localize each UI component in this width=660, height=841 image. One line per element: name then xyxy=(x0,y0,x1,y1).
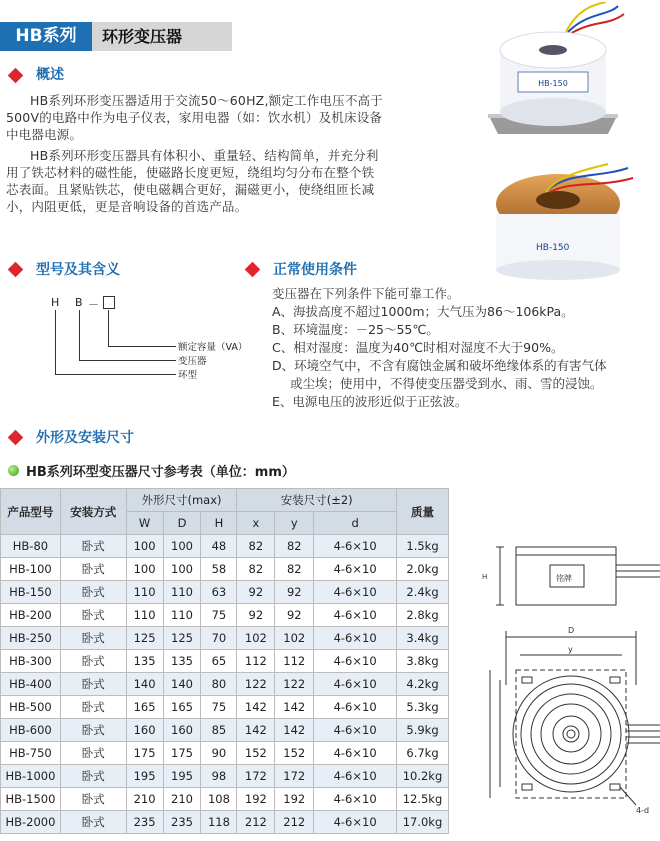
section-bullet-icon xyxy=(245,262,261,278)
table-cell: 85 xyxy=(201,719,237,742)
table-cell: 10.2kg xyxy=(397,765,449,788)
table-cell: HB-100 xyxy=(1,558,61,581)
code-dash: － xyxy=(88,298,99,311)
header-d: D xyxy=(163,512,201,535)
table-row xyxy=(1,650,449,673)
table-row xyxy=(1,581,449,604)
table-cell: 125 xyxy=(126,627,163,650)
table-cell: 6.7kg xyxy=(397,742,449,765)
table-cell: 65 xyxy=(201,650,237,673)
table-cell: 192 xyxy=(275,788,314,811)
table-cell: 100 xyxy=(163,558,201,581)
table-cell: 80 xyxy=(201,673,237,696)
section-bullet-icon xyxy=(8,68,24,84)
table-cell: 4-6×10 xyxy=(314,627,397,650)
table-cell: 235 xyxy=(163,811,201,834)
table-cell: 1.5kg xyxy=(397,535,449,558)
overview-line: HB系列环形变压器适用于交流50～60HZ,额定工作电压不高于 xyxy=(30,93,383,108)
table-cell: 58 xyxy=(201,558,237,581)
table-cell: 4-6×10 xyxy=(314,650,397,673)
table-cell: 卧式 xyxy=(60,788,126,811)
table-cell: 212 xyxy=(237,811,275,834)
table-cell: 75 xyxy=(201,604,237,627)
table-cell: 142 xyxy=(237,719,275,742)
table-cell: 112 xyxy=(275,650,314,673)
dim-d-label: D xyxy=(568,626,575,635)
table-cell: HB-600 xyxy=(1,719,61,742)
table-title: HB系列环型变压器尺寸参考表（单位：mm） xyxy=(26,465,295,480)
dim-y-label: y xyxy=(568,645,573,654)
table-cell: 172 xyxy=(275,765,314,788)
table-cell: 175 xyxy=(126,742,163,765)
table-row xyxy=(1,719,449,742)
table-cell: 卧式 xyxy=(60,650,126,673)
table-cell: 112 xyxy=(237,650,275,673)
table-cell: 82 xyxy=(237,558,275,581)
section-bullet-icon xyxy=(8,262,24,278)
table-cell: 4-6×10 xyxy=(314,673,397,696)
table-cell: 4.2kg xyxy=(397,673,449,696)
header-w: W xyxy=(126,512,163,535)
table-cell: 卧式 xyxy=(60,811,126,834)
table-cell: 110 xyxy=(163,581,201,604)
capacity-box xyxy=(103,296,115,309)
model-label: 额定容量（VA） xyxy=(178,342,248,353)
conditions-title: 正常使用条件 xyxy=(273,262,357,278)
table-cell: HB-1000 xyxy=(1,765,61,788)
header-y: y xyxy=(275,512,314,535)
series-label: HB系列 xyxy=(0,22,92,51)
table-cell: 4-6×10 xyxy=(314,604,397,627)
overview-line: 小，内阻更低，更是音响设备的首选产品。 xyxy=(6,199,248,214)
table-cell: 175 xyxy=(163,742,201,765)
overview-line: HB系列环形变压器具有体积小、重量轻、结构简单，并充分利 xyxy=(30,148,379,163)
table-cell: 4-6×10 xyxy=(314,765,397,788)
plate-label: 铭牌 xyxy=(556,574,572,583)
table-cell: 92 xyxy=(275,604,314,627)
table-row xyxy=(1,604,449,627)
table-cell: 卧式 xyxy=(60,673,126,696)
table-cell: HB-2000 xyxy=(1,811,61,834)
overview-line: 用了铁芯材料的磁性能，使磁路长度更短，绕组均匀分布在整个铁 xyxy=(6,165,375,180)
table-cell: 165 xyxy=(163,696,201,719)
table-cell: 4-6×10 xyxy=(314,742,397,765)
table-cell: HB-250 xyxy=(1,627,61,650)
table-cell: 4-6×10 xyxy=(314,811,397,834)
table-cell: 140 xyxy=(126,673,163,696)
table-cell: 160 xyxy=(163,719,201,742)
table-row xyxy=(1,535,449,558)
table-cell: 172 xyxy=(237,765,275,788)
table-cell: 100 xyxy=(163,535,201,558)
table-cell: 3.8kg xyxy=(397,650,449,673)
table-cell: 卧式 xyxy=(60,696,126,719)
condition-line: A、海拔高度不超过1000m；大气压为86～106kPa。 xyxy=(272,304,574,319)
table-cell: 118 xyxy=(201,811,237,834)
table-cell: 70 xyxy=(201,627,237,650)
table-row xyxy=(1,673,449,696)
table-cell: 235 xyxy=(126,811,163,834)
table-cell: 63 xyxy=(201,581,237,604)
table-cell: HB-750 xyxy=(1,742,61,765)
table-cell: 100 xyxy=(126,558,163,581)
table-row xyxy=(1,696,449,719)
table-cell: 140 xyxy=(163,673,201,696)
spec-table xyxy=(0,488,449,834)
table-cell: HB-500 xyxy=(1,696,61,719)
table-cell: 135 xyxy=(163,650,201,673)
header-install: 安装尺寸(±2) xyxy=(237,489,397,512)
overview-line: 中电器电源。 xyxy=(6,127,83,142)
photo-label: HB-150 xyxy=(536,243,570,253)
table-cell: 210 xyxy=(126,788,163,811)
table-cell: 90 xyxy=(201,742,237,765)
table-cell: HB-150 xyxy=(1,581,61,604)
header-h: H xyxy=(201,512,237,535)
table-cell: 4-6×10 xyxy=(314,581,397,604)
table-cell: 135 xyxy=(126,650,163,673)
table-cell: 110 xyxy=(126,581,163,604)
table-cell: 195 xyxy=(126,765,163,788)
table-cell: 212 xyxy=(275,811,314,834)
dim-h-label: H xyxy=(482,573,488,581)
table-cell: 122 xyxy=(275,673,314,696)
table-cell: HB-1500 xyxy=(1,788,61,811)
table-cell: 卧式 xyxy=(60,535,126,558)
model-title: 型号及其含义 xyxy=(36,262,120,278)
table-cell: 142 xyxy=(275,719,314,742)
table-cell: 92 xyxy=(237,604,275,627)
table-cell: 125 xyxy=(163,627,201,650)
table-cell: 195 xyxy=(163,765,201,788)
model-label: 变压器 xyxy=(178,356,207,367)
table-cell: 110 xyxy=(126,604,163,627)
dimension-drawing xyxy=(476,525,660,825)
header-x: x xyxy=(237,512,275,535)
table-cell: 卧式 xyxy=(60,719,126,742)
section-bullet-icon xyxy=(8,430,24,446)
table-row xyxy=(1,742,449,765)
condition-line: 或尘埃；使用中，不得使变压器受到水、雨、雪的浸蚀。 xyxy=(290,376,603,391)
table-cell: 卧式 xyxy=(60,627,126,650)
condition-line: B、环境温度：－25～55℃。 xyxy=(272,322,439,337)
table-cell: 3.4kg xyxy=(397,627,449,650)
table-cell: 5.9kg xyxy=(397,719,449,742)
code-h: H xyxy=(51,296,60,309)
condition-line: E、电源电压的波形近似于正弦波。 xyxy=(272,394,468,409)
table-cell: 5.3kg xyxy=(397,696,449,719)
table-cell: HB-80 xyxy=(1,535,61,558)
table-cell: 卧式 xyxy=(60,604,126,627)
table-cell: 卧式 xyxy=(60,742,126,765)
bullet-dot-icon xyxy=(8,465,19,476)
table-cell: 142 xyxy=(237,696,275,719)
table-cell: 4-6×10 xyxy=(314,558,397,581)
photo-label: HB-150 xyxy=(538,79,568,88)
table-cell: 12.5kg xyxy=(397,788,449,811)
table-cell: 98 xyxy=(201,765,237,788)
model-label: 环型 xyxy=(178,370,198,381)
table-cell: 152 xyxy=(275,742,314,765)
table-cell: 142 xyxy=(275,696,314,719)
table-row xyxy=(1,627,449,650)
table-cell: 卧式 xyxy=(60,558,126,581)
dimensions-title: 外形及安装尺寸 xyxy=(36,430,134,446)
overview-line: 芯表面。且紧贴铁芯，使电磁耦合更好，漏磁更小，使绕组匝长减 xyxy=(6,182,375,197)
header-model: 产品型号 xyxy=(1,489,61,535)
table-cell: 165 xyxy=(126,696,163,719)
table-cell: 122 xyxy=(237,673,275,696)
table-cell: 75 xyxy=(201,696,237,719)
table-row xyxy=(1,558,449,581)
table-cell: 92 xyxy=(237,581,275,604)
header-outer: 外形尺寸(max) xyxy=(126,489,237,512)
table-cell: 2.8kg xyxy=(397,604,449,627)
table-cell: HB-400 xyxy=(1,673,61,696)
table-cell: 192 xyxy=(237,788,275,811)
header-mount: 安装方式 xyxy=(60,489,126,535)
code-b: B xyxy=(75,296,83,309)
table-cell: 210 xyxy=(163,788,201,811)
table-cell: 17.0kg xyxy=(397,811,449,834)
table-cell: 102 xyxy=(275,627,314,650)
table-cell: 92 xyxy=(275,581,314,604)
table-cell: HB-200 xyxy=(1,604,61,627)
table-cell: 152 xyxy=(237,742,275,765)
table-row xyxy=(1,811,449,834)
table-cell: 48 xyxy=(201,535,237,558)
table-row xyxy=(1,788,449,811)
table-cell: 2.4kg xyxy=(397,581,449,604)
overview-line: 500V的电路中作为电子仪表，家用电器（如：饮水机）及机床设备 xyxy=(6,110,383,125)
table-cell: 110 xyxy=(163,604,201,627)
table-cell: 4-6×10 xyxy=(314,696,397,719)
table-cell: 82 xyxy=(237,535,275,558)
table-row xyxy=(1,765,449,788)
table-cell: HB-300 xyxy=(1,650,61,673)
table-cell: 4-6×10 xyxy=(314,788,397,811)
header-dd: d xyxy=(314,512,397,535)
overview-title: 概述 xyxy=(36,67,64,83)
hole-label: 4-d xyxy=(636,806,650,815)
table-cell: 4-6×10 xyxy=(314,535,397,558)
condition-line: 变压器在下列条件下能可靠工作。 xyxy=(272,286,460,301)
condition-line: D、环境空气中，不含有腐蚀金属和破坏绝缘体系的有害气体 xyxy=(272,358,607,373)
condition-line: C、相对湿度：温度为40℃时相对湿度不大于90%。 xyxy=(272,340,564,355)
product-label: 环形变压器 xyxy=(92,22,232,51)
transformer-photo-top xyxy=(478,2,628,140)
table-cell: 卧式 xyxy=(60,581,126,604)
table-cell: 卧式 xyxy=(60,765,126,788)
table-cell: 108 xyxy=(201,788,237,811)
table-cell: 4-6×10 xyxy=(314,719,397,742)
header-weight: 质量 xyxy=(397,489,449,535)
transformer-photo-bottom xyxy=(488,162,638,282)
table-cell: 2.0kg xyxy=(397,558,449,581)
table-cell: 82 xyxy=(275,558,314,581)
table-cell: 100 xyxy=(126,535,163,558)
table-cell: 160 xyxy=(126,719,163,742)
table-cell: 82 xyxy=(275,535,314,558)
table-cell: 102 xyxy=(237,627,275,650)
